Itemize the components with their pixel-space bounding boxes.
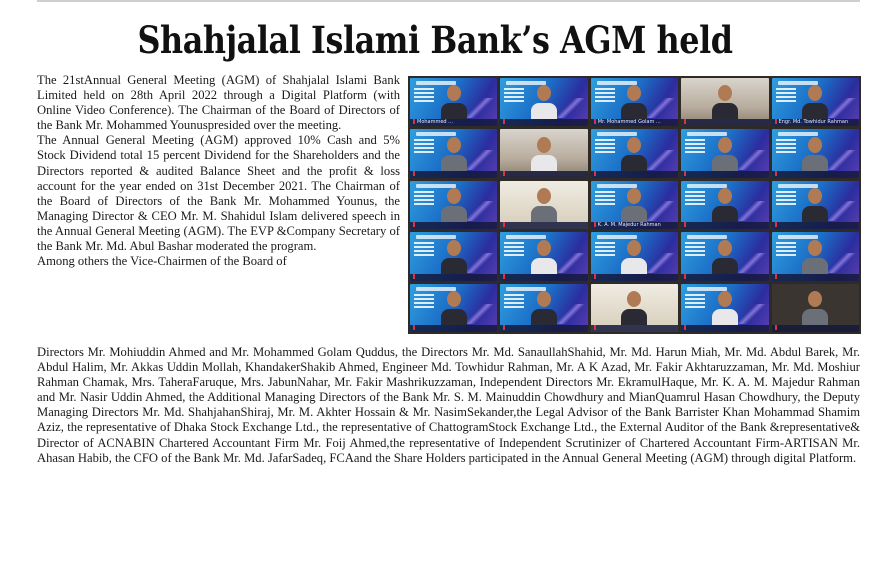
decorative-stripe [552, 253, 588, 273]
decorative-stripe [733, 304, 769, 324]
participant-figure [712, 85, 738, 119]
participant-head [447, 85, 461, 101]
participant-body [531, 206, 557, 222]
paragraph-attendees-start: Among others the Vice-Chairmen of the Board of [37, 254, 287, 269]
participant-figure [441, 85, 467, 119]
participant-head [627, 291, 641, 307]
participant-name-caption [410, 222, 497, 229]
participant-name-caption [591, 325, 678, 332]
participant-video-tile [410, 129, 497, 177]
participant-body [441, 258, 467, 274]
bank-logo-banner [597, 184, 637, 188]
participant-video-tile [681, 78, 768, 126]
participant-head [718, 291, 732, 307]
participant-figure [531, 240, 557, 274]
participant-name-caption [772, 325, 859, 332]
participant-video-tile [591, 78, 678, 126]
participant-name-caption [410, 274, 497, 281]
participant-video-tile [500, 78, 587, 126]
participant-head [447, 137, 461, 153]
participant-video-tile [772, 129, 859, 177]
agm-banner-text [776, 191, 796, 205]
agm-banner-text [414, 242, 434, 256]
participant-name-caption [410, 171, 497, 178]
participant-head [537, 137, 551, 153]
participant-body [441, 206, 467, 222]
participant-head [537, 85, 551, 101]
participant-head [447, 188, 461, 204]
decorative-stripe [823, 201, 859, 221]
bank-logo-banner [416, 235, 456, 239]
agm-banner-text [595, 242, 615, 256]
participant-head [537, 240, 551, 256]
participant-body [621, 103, 647, 119]
participant-video-tile [500, 284, 587, 332]
participant-head [808, 137, 822, 153]
participant-body [531, 103, 557, 119]
agm-banner-text [685, 139, 705, 153]
participant-figure [531, 291, 557, 325]
participant-body [441, 155, 467, 171]
participant-figure [802, 240, 828, 274]
decorative-stripe [461, 150, 497, 170]
participant-video-tile [591, 129, 678, 177]
participant-head [627, 188, 641, 204]
participant-video-tile [500, 232, 587, 280]
headline: Shahjalal Islami Bank’s AGM held [137, 18, 733, 62]
participant-body [621, 309, 647, 325]
participant-name-caption [772, 171, 859, 178]
participant-video-tile [591, 284, 678, 332]
agm-banner-text [776, 242, 796, 256]
agm-banner-text [685, 191, 705, 205]
participant-figure [802, 85, 828, 119]
decorative-stripe [642, 98, 678, 118]
participant-body [712, 103, 738, 119]
decorative-stripe [642, 150, 678, 170]
agm-banner-text [504, 294, 524, 308]
participant-head [808, 188, 822, 204]
agm-banner-text [414, 294, 434, 308]
participant-name-caption [772, 222, 859, 229]
bank-logo-banner [416, 184, 456, 188]
participant-video-tile [591, 232, 678, 280]
decorative-stripe [461, 304, 497, 324]
participant-figure [712, 137, 738, 171]
participant-figure [712, 188, 738, 222]
participant-name-caption [500, 325, 587, 332]
participant-video-tile [410, 181, 497, 229]
participant-figure [621, 240, 647, 274]
participant-name-caption: Engr. Md. Towhidur Rahman [772, 119, 859, 126]
decorative-stripe [823, 253, 859, 273]
decorative-stripe [552, 98, 588, 118]
paragraph-intro: The 21stAnnual General Meeting (AGM) of Shahjalal Islami Bank Limited held on 28th April 2022 through a Digital Platform (with Online Video Conference). The Chairman of the Board of Directors of the Bank Mr. Mohammed Younuspresided over the meeting. [37, 73, 400, 133]
decorative-stripe [733, 201, 769, 221]
bank-logo-banner [506, 81, 546, 85]
bank-logo-banner [416, 287, 456, 291]
participant-head [627, 137, 641, 153]
participant-name-caption [772, 274, 859, 281]
top-rule [37, 0, 860, 2]
paragraph-attendees: Directors Mr. Mohiuddin Ahmed and Mr. Mohammed Golam Quddus, the Directors Mr. Md. SanaullahShahid, Mr. Md. Harun Miah, Mr. Md. Abdul Barek, Mr. Abdul Halim, Mr. Akkas Uddin Mollah, KhandakerShakib Ahmed, Engineer Md. Towhidur Rahman, Mr. A K Azad, Mr. Fakir Akhtaruzzaman, Mr. Md. Moshiur Rahman Chamak, Mrs. TaheraFaruque, Mrs. JabunNahar, Mr. Fakir Mashrikuzzaman, Independent Directors Mr. EkramulHaque, Mr. K. A. M. Majedur Rahman and Mr. Nasir Uddin Ahmed, the Additional Managing Directors of the Bank Mr. S. M. Mainuddin Chowdhury and MianQuamrul Hasan Chowdhury, the Deputy Managing Directors Mr. Md. ShahjahanShiraj, Mr. M. Akhter Hossain & Mr. NasimSekander,the Legal Advisor of the Bank Barrister Khan Mohammad Shamim Aziz, the representative of Dhaka Stock Exchange Ltd., the representative of ChattogramStock Exchange Ltd., the External Auditor of the Bank &representative& Director of ACNABIN Chartered Accountant Firm Mr. Foij Ahmed,the representative of Independent Scrutinizer of Chartered Accountant Firm-ARTISAN Mr. Ahasan Habib, the CFO of the Bank Mr. Md. JafarSadeq, FCAand the Share Holders participated in the Annual General Meeting (AGM) through digital Platform. [37, 345, 860, 465]
participant-video-tile [772, 78, 859, 126]
participant-body [802, 206, 828, 222]
participant-head [808, 291, 822, 307]
participant-body [531, 258, 557, 274]
participant-head [447, 291, 461, 307]
decorative-stripe [461, 98, 497, 118]
participant-body [802, 258, 828, 274]
participant-head [447, 240, 461, 256]
participant-name-caption [591, 171, 678, 178]
agm-banner-text [685, 294, 705, 308]
bank-logo-banner [778, 184, 818, 188]
participant-video-tile [681, 284, 768, 332]
participant-head [808, 85, 822, 101]
participant-head [808, 240, 822, 256]
participant-video-tile [681, 181, 768, 229]
participant-figure [712, 291, 738, 325]
decorative-stripe [823, 150, 859, 170]
participant-figure [441, 188, 467, 222]
participant-body [621, 155, 647, 171]
participant-video-tile [772, 181, 859, 229]
participant-figure [531, 85, 557, 119]
participant-name-caption [500, 171, 587, 178]
participant-figure [621, 137, 647, 171]
participant-video-tile [410, 284, 497, 332]
participant-figure [712, 240, 738, 274]
participant-body [712, 206, 738, 222]
participant-video-tile [591, 181, 678, 229]
participant-name-caption [681, 274, 768, 281]
agm-banner-text [414, 88, 434, 102]
bank-logo-banner [687, 184, 727, 188]
participant-body [441, 103, 467, 119]
participant-name-caption [681, 222, 768, 229]
bank-logo-banner [778, 235, 818, 239]
participant-figure [621, 291, 647, 325]
agm-banner-text [776, 139, 796, 153]
agm-banner-text [504, 242, 524, 256]
agm-banner-text [414, 191, 434, 205]
agm-banner-text [504, 88, 524, 102]
participant-head [627, 240, 641, 256]
bank-logo-banner [687, 132, 727, 136]
participant-video-tile [681, 129, 768, 177]
participant-body [531, 309, 557, 325]
participant-body [802, 155, 828, 171]
agm-banner-text [685, 242, 705, 256]
decorative-stripe [461, 201, 497, 221]
agm-banner-text [595, 191, 615, 205]
bank-logo-banner [597, 235, 637, 239]
participant-figure [802, 188, 828, 222]
participant-figure [621, 188, 647, 222]
participant-video-tile [681, 232, 768, 280]
participant-name-caption [410, 325, 497, 332]
participant-body [802, 309, 828, 325]
participant-head [718, 188, 732, 204]
decorative-stripe [733, 253, 769, 273]
participant-figure [531, 137, 557, 171]
decorative-stripe [823, 98, 859, 118]
participant-figure [441, 240, 467, 274]
participant-video-tile [772, 284, 859, 332]
bank-logo-banner [778, 81, 818, 85]
bank-logo-banner [416, 81, 456, 85]
participant-name-caption [681, 325, 768, 332]
decorative-stripe [642, 253, 678, 273]
participant-head [718, 240, 732, 256]
participant-body [621, 258, 647, 274]
agm-banner-text [595, 88, 615, 102]
participant-head [537, 291, 551, 307]
agm-video-conference-photo [408, 76, 861, 334]
participant-head [537, 188, 551, 204]
participant-body [531, 155, 557, 171]
bank-logo-banner [597, 132, 637, 136]
participant-video-tile [772, 232, 859, 280]
participant-figure [802, 291, 828, 325]
bank-logo-banner [687, 235, 727, 239]
paragraph-dividend: The Annual General Meeting (AGM) approved 10% Cash and 5% Stock Dividend total 15 percent Dividend for the Shareholders and the Directors reported & audited Balance Sheet and the profit & loss account for the year ended on 31st December 2021. The Chairman of the Board of Directors of the Bank Mr. Mohammed Younus, the Managing Director & CEO Mr. M. Shahidul Islam delivered speech in the Annual General Meeting (AGM). The EVP &Company Secretary of the Bank Mr. Md. Abul Bashar moderated the program. [37, 133, 400, 254]
decorative-stripe [642, 201, 678, 221]
participant-body [712, 309, 738, 325]
participant-name-caption [681, 119, 768, 126]
agm-banner-text [776, 88, 796, 102]
decorative-stripe [461, 253, 497, 273]
participant-name-caption [591, 274, 678, 281]
participant-name-caption: Mohammed ... [410, 119, 497, 126]
participant-name-caption [500, 119, 587, 126]
participant-video-tile [500, 129, 587, 177]
participant-body [712, 258, 738, 274]
participant-video-tile [500, 181, 587, 229]
bank-logo-banner [416, 132, 456, 136]
participant-head [627, 85, 641, 101]
bank-logo-banner [506, 235, 546, 239]
bank-logo-banner [506, 287, 546, 291]
agm-banner-text [595, 139, 615, 153]
participant-name-caption: K. A. M. Majedur Rahman [591, 222, 678, 229]
participant-head [718, 85, 732, 101]
participant-name-caption: Mr. Mohammed Golam ... [591, 119, 678, 126]
participant-head [718, 137, 732, 153]
participant-name-caption [681, 171, 768, 178]
decorative-stripe [552, 304, 588, 324]
participant-name-caption [500, 274, 587, 281]
participant-video-tile [410, 232, 497, 280]
participant-figure [802, 137, 828, 171]
agm-banner-text [414, 139, 434, 153]
bank-logo-banner [778, 132, 818, 136]
participant-body [621, 206, 647, 222]
article-full-width [37, 345, 860, 466]
participant-figure [441, 291, 467, 325]
decorative-stripe [733, 150, 769, 170]
participant-figure [531, 188, 557, 222]
participant-name-caption [500, 222, 587, 229]
article-column [37, 73, 400, 269]
participant-body [802, 103, 828, 119]
participant-body [441, 309, 467, 325]
bank-logo-banner [597, 81, 637, 85]
participant-body [712, 155, 738, 171]
participant-video-tile [410, 78, 497, 126]
participant-figure [621, 85, 647, 119]
participant-figure [441, 137, 467, 171]
bank-logo-banner [687, 287, 727, 291]
